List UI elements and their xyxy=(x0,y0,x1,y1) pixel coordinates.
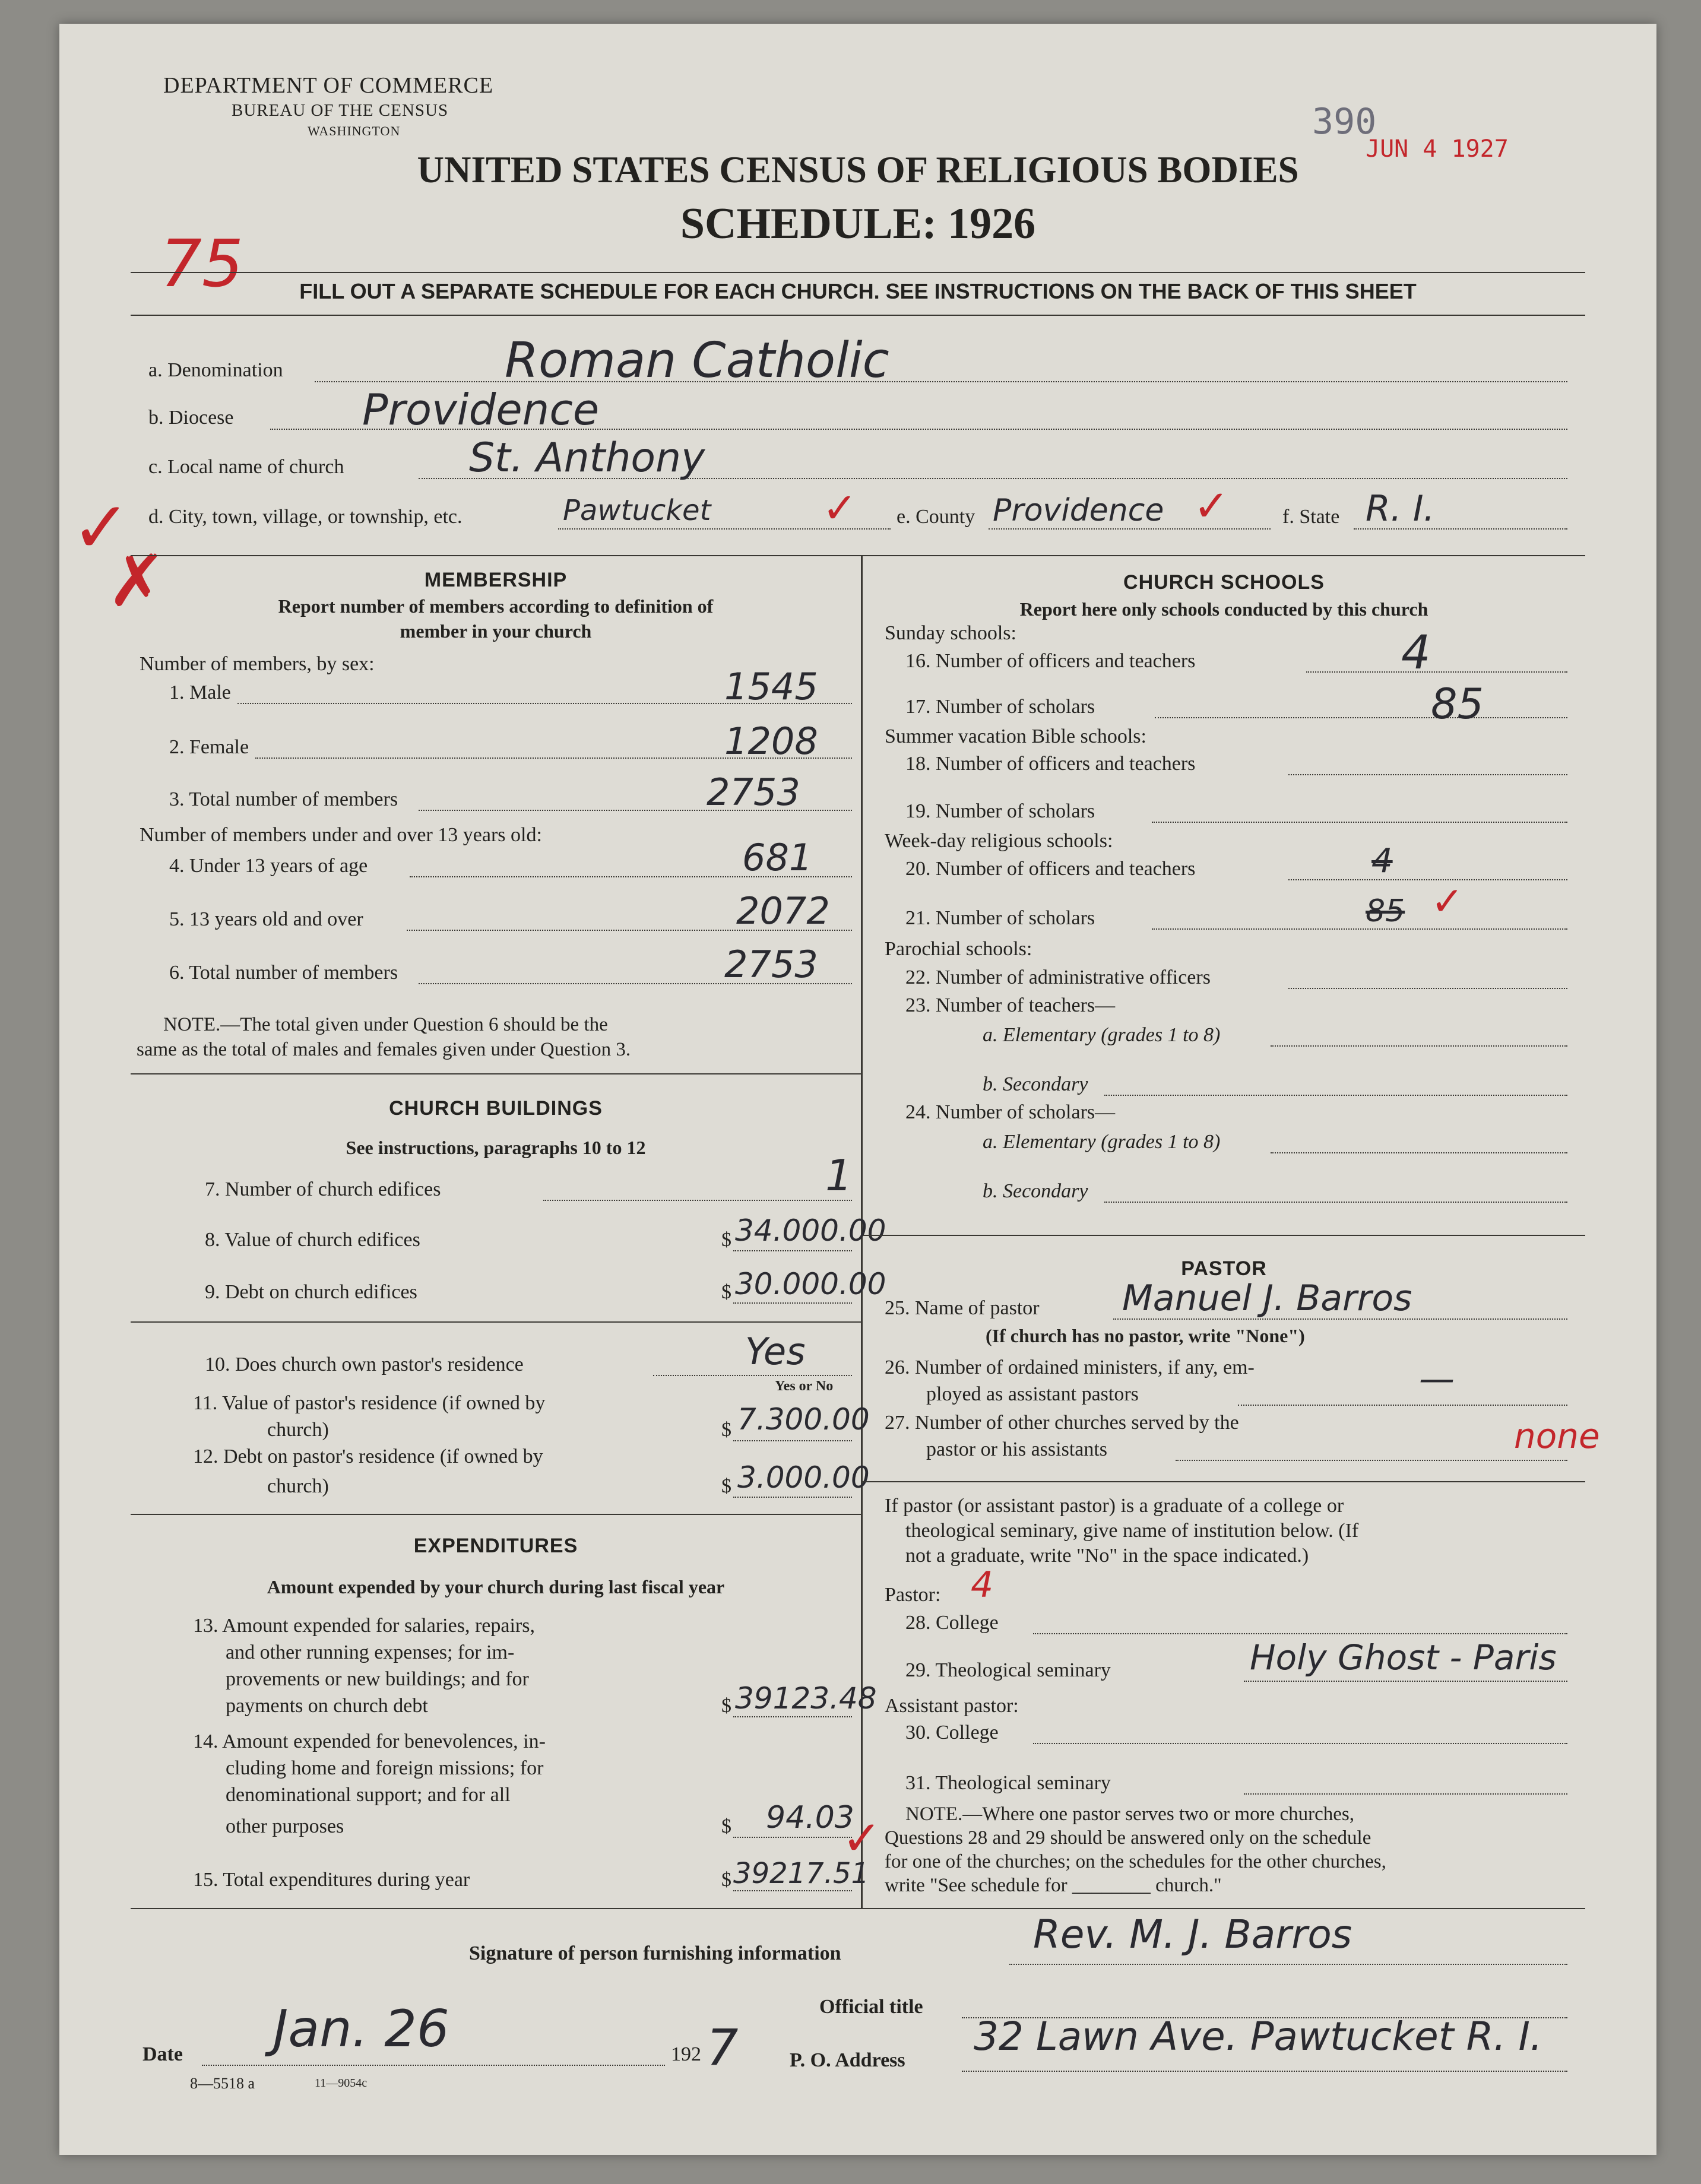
buildings-mid-rule xyxy=(131,1321,861,1323)
expenditures-sub: Amount expended by your church during last fiscal year xyxy=(267,1576,725,1597)
q27-line xyxy=(1176,1460,1567,1461)
q12-dollar: $ xyxy=(721,1475,731,1497)
q24b-line xyxy=(1104,1202,1567,1203)
stamp-date: JUN 4 1927 xyxy=(1366,135,1509,163)
q11-value: 7.300.00 xyxy=(737,1402,870,1437)
local-name-label: c. Local name of church xyxy=(148,456,344,478)
q2-label: 2. Female xyxy=(169,736,249,758)
q13-label-c: provements or new buildings; and for xyxy=(226,1668,529,1690)
q4-value: 681 xyxy=(742,836,813,879)
q9-value: 30.000.00 xyxy=(735,1267,886,1301)
q9-label: 9. Debt on church edifices xyxy=(205,1281,417,1303)
pastor-note-1: NOTE.—Where one pastor serves two or more churches, xyxy=(905,1803,1354,1825)
city-value: Pawtucket xyxy=(563,494,711,527)
q24b-label: b. Secondary xyxy=(983,1180,1088,1202)
instruction-line: FILL OUT A SEPARATE SCHEDULE FOR EACH CHURCH. SEE INSTRUCTIONS ON THE BACK OF THIS SHEET xyxy=(299,279,1417,303)
members-by-sex: Number of members, by sex: xyxy=(140,653,375,675)
q26-label-b: ployed as assistant pastors xyxy=(926,1383,1139,1405)
dept-name: DEPARTMENT OF COMMERCE xyxy=(163,73,494,98)
q19-label: 19. Number of scholars xyxy=(905,800,1095,822)
diocese-value: Providence xyxy=(362,385,600,435)
q26-dash: — xyxy=(1419,1358,1455,1400)
q15-check: ✓ xyxy=(842,1811,882,1866)
q13-label-d: payments on church debt xyxy=(226,1695,428,1717)
bureau-city: WASHINGTON xyxy=(308,123,401,138)
q15-line xyxy=(733,1890,852,1891)
q25-value: Manuel J. Barros xyxy=(1122,1278,1412,1319)
q16-value: 4 xyxy=(1401,626,1431,680)
q14-label-a: 14. Amount expended for benevolences, in- xyxy=(193,1730,546,1752)
q4-label: 4. Under 13 years of age xyxy=(169,855,368,877)
state-label: f. State xyxy=(1282,506,1340,528)
q31-line xyxy=(1244,1793,1567,1795)
pastor-note-3: for one of the churches; on the schedules for the other churches, xyxy=(885,1851,1386,1872)
membership-sub1: Report number of members according to definition of xyxy=(278,595,714,617)
q10-label: 10. Does church own pastor's residence xyxy=(205,1353,524,1375)
pastor-mark: 4 xyxy=(971,1564,994,1606)
graduate-text-3: not a graduate, write "No" in the space indicated.) xyxy=(905,1545,1309,1567)
q26-line xyxy=(1238,1405,1567,1406)
schools-sub: Report here only schools conducted by this church xyxy=(1019,598,1428,620)
q9-line xyxy=(733,1302,852,1304)
q22-label: 22. Number of administrative officers xyxy=(905,966,1211,988)
po-address-label: P. O. Address xyxy=(790,2049,905,2071)
q17-line xyxy=(1155,717,1567,718)
county-check: ✓ xyxy=(1193,481,1230,531)
vacation-schools: Summer vacation Bible schools: xyxy=(885,725,1146,747)
q30-line xyxy=(1033,1743,1567,1744)
pastor-note-2: Questions 28 and 29 should be answered only on the schedule xyxy=(885,1827,1371,1849)
q14-value: 94.03 xyxy=(766,1800,854,1836)
q1-value: 1545 xyxy=(724,665,818,708)
q12-line xyxy=(733,1497,852,1498)
pastor-heading: PASTOR xyxy=(1181,1257,1267,1280)
q11-label-b: church) xyxy=(267,1419,329,1441)
q21-value: 85 xyxy=(1366,893,1405,929)
form-number: 8—5518 a xyxy=(190,2075,255,2092)
po-address-value: 32 Lawn Ave. Pawtucket R. I. xyxy=(974,2014,1542,2059)
city-check: ✓ xyxy=(822,484,857,532)
expenditures-heading: EXPENDITURES xyxy=(413,1535,578,1557)
q20-line xyxy=(1288,879,1567,880)
q7-value: 1 xyxy=(825,1150,853,1200)
q8-value: 34.000.00 xyxy=(735,1213,886,1248)
margin-check-mark: ✓ xyxy=(71,487,131,569)
pastor-note-4: write "See schedule for ________ church." xyxy=(885,1875,1222,1896)
q31-label: 31. Theological seminary xyxy=(905,1772,1111,1794)
q23a-line xyxy=(1271,1045,1567,1047)
q30-label: 30. College xyxy=(905,1722,999,1744)
q8-line xyxy=(733,1250,852,1251)
q17-value: 85 xyxy=(1431,680,1484,728)
membership-note2: same as the total of males and females given under Question 3. xyxy=(137,1039,631,1060)
top-rule xyxy=(131,272,1585,273)
membership-sub2: member in your church xyxy=(400,620,592,642)
q16-label: 16. Number of officers and teachers xyxy=(905,650,1196,672)
q14-label-d: other purposes xyxy=(226,1815,344,1837)
q8-dollar: $ xyxy=(721,1229,731,1251)
q14-line xyxy=(733,1837,852,1838)
q1-label: 1. Male xyxy=(169,681,231,703)
city-label: d. City, town, village, or township, etc. xyxy=(148,506,463,528)
county-value: Providence xyxy=(993,493,1164,528)
q21-check: ✓ xyxy=(1431,879,1464,924)
q15-dollar: $ xyxy=(721,1869,731,1891)
q29-line xyxy=(1244,1681,1567,1682)
q24a-label: a. Elementary (grades 1 to 8) xyxy=(983,1131,1221,1153)
q11-dollar: $ xyxy=(721,1419,731,1441)
year-prefix: 192 xyxy=(671,2043,701,2065)
q13-label-a: 13. Amount expended for salaries, repairs, xyxy=(193,1615,535,1637)
q2-value: 1208 xyxy=(724,719,818,763)
parochial-schools: Parochial schools: xyxy=(885,938,1032,960)
q6-value: 2753 xyxy=(724,943,818,986)
print-number: 11—9054c xyxy=(315,2077,368,2090)
local-name-value: St. Anthony xyxy=(469,435,705,481)
q20-label: 20. Number of officers and teachers xyxy=(905,858,1196,880)
q23b-label: b. Secondary xyxy=(983,1073,1088,1095)
q21-label: 21. Number of scholars xyxy=(905,907,1095,929)
graduate-text-2: theological seminary, give name of institution below. (If xyxy=(905,1520,1359,1542)
q14-label-c: denominational support; and for all xyxy=(226,1784,511,1806)
q23a-label: a. Elementary (grades 1 to 8) xyxy=(983,1024,1221,1046)
graduate-text-1: If pastor (or assistant pastor) is a graduate of a college or xyxy=(885,1495,1344,1517)
sunday-schools: Sunday schools: xyxy=(885,622,1016,644)
date-label: Date xyxy=(142,2043,183,2065)
q9-dollar: $ xyxy=(721,1281,731,1303)
q5-value: 2072 xyxy=(736,889,830,933)
margin-note-75: 75 xyxy=(160,226,243,302)
q27-value: none xyxy=(1514,1416,1600,1456)
q3-label: 3. Total number of members xyxy=(169,788,398,810)
q25-hint: (If church has no pastor, write "None") xyxy=(986,1325,1305,1346)
q10-hint: Yes or No xyxy=(775,1378,834,1394)
q14-dollar: $ xyxy=(721,1815,731,1837)
q20-value: 4 xyxy=(1371,842,1393,880)
q29-label: 29. Theological seminary xyxy=(905,1659,1111,1681)
buildings-rule xyxy=(131,1514,861,1515)
section-rule xyxy=(131,555,1585,556)
q21-line xyxy=(1152,928,1567,930)
q25-label: 25. Name of pastor xyxy=(885,1297,1040,1319)
q22-line xyxy=(1288,988,1567,989)
buildings-sub: See instructions, paragraphs 10 to 12 xyxy=(346,1137,646,1158)
q27-label-b: pastor or his assistants xyxy=(926,1438,1108,1460)
denomination-line xyxy=(315,381,1567,382)
po-address-line xyxy=(962,2071,1567,2072)
form-title: UNITED STATES CENSUS OF RELIGIOUS BODIES xyxy=(417,149,1299,191)
official-title-label: Official title xyxy=(819,1996,923,2018)
q3-value: 2753 xyxy=(707,771,800,814)
stamp-number: 390 xyxy=(1312,101,1377,142)
state-value: R. I. xyxy=(1366,488,1435,530)
q10-value: Yes xyxy=(745,1330,806,1373)
q11-line xyxy=(733,1440,852,1441)
schools-rule xyxy=(863,1235,1585,1236)
schools-heading: CHURCH SCHOOLS xyxy=(1123,571,1325,594)
q23-label: 23. Number of teachers— xyxy=(905,994,1116,1016)
q13-dollar: $ xyxy=(721,1695,731,1717)
bottom-rule xyxy=(131,1908,1585,1909)
q15-value: 39217.51 xyxy=(733,1857,870,1890)
denomination-label: a. Denomination xyxy=(148,359,283,381)
q29-value: Holy Ghost - Paris xyxy=(1250,1637,1557,1678)
q11-label-a: 11. Value of pastor's residence (if owned by xyxy=(193,1392,546,1414)
membership-rule xyxy=(131,1073,861,1074)
q7-label: 7. Number of church edifices xyxy=(205,1178,441,1200)
county-label: e. County xyxy=(897,506,975,528)
date-value: Jan. 26 xyxy=(273,1999,449,2059)
q14-label-b: cluding home and foreign missions; for xyxy=(226,1757,544,1779)
q10-line xyxy=(653,1375,852,1376)
q12-label-b: church) xyxy=(267,1475,329,1497)
q15-label: 15. Total expenditures during year xyxy=(193,1869,470,1891)
q18-line xyxy=(1288,774,1567,775)
q17-label: 17. Number of scholars xyxy=(905,696,1095,718)
signature-value: Rev. M. J. Barros xyxy=(1033,1912,1352,1957)
q27-label-a: 27. Number of other churches served by the xyxy=(885,1412,1239,1434)
q26-label-a: 26. Number of ordained ministers, if any, em- xyxy=(885,1356,1255,1378)
margin-x-mark: ✗ xyxy=(107,540,167,623)
census-schedule-sheet xyxy=(59,24,1656,2155)
date-line xyxy=(202,2065,665,2066)
q7-line xyxy=(543,1200,852,1201)
q5-label: 5. 13 years old and over xyxy=(169,908,363,930)
form-subtitle: SCHEDULE: 1926 xyxy=(680,199,1036,248)
q23b-line xyxy=(1104,1095,1567,1096)
q12-label-a: 12. Debt on pastor's residence (if owned by xyxy=(193,1446,543,1467)
q8-label: 8. Value of church edifices xyxy=(205,1229,420,1251)
instruction-rule xyxy=(131,315,1585,316)
q24a-line xyxy=(1271,1152,1567,1153)
q6-label: 6. Total number of members xyxy=(169,962,398,984)
q24-label: 24. Number of scholars— xyxy=(905,1101,1116,1123)
diocese-label: b. Diocese xyxy=(148,407,234,429)
pastor-mid-rule xyxy=(863,1481,1585,1482)
weekday-schools: Week-day religious schools: xyxy=(885,830,1113,852)
q28-line xyxy=(1033,1633,1567,1634)
q18-label: 18. Number of officers and teachers xyxy=(905,753,1196,775)
membership-note1: NOTE.—The total given under Question 6 should be the xyxy=(163,1014,608,1035)
members-by-age: Number of members under and over 13 years old: xyxy=(140,824,542,846)
q12-value: 3.000.00 xyxy=(737,1460,870,1495)
q16-line xyxy=(1306,671,1567,673)
assistant-pastor-label: Assistant pastor: xyxy=(885,1695,1019,1717)
pastor-label: Pastor: xyxy=(885,1584,941,1606)
membership-heading: MEMBERSHIP xyxy=(424,569,568,591)
q13-value: 39123.48 xyxy=(735,1681,877,1716)
signature-label: Signature of person furnishing information xyxy=(469,1942,841,1964)
buildings-heading: CHURCH BUILDINGS xyxy=(389,1097,603,1120)
q13-line xyxy=(733,1716,852,1717)
signature-line xyxy=(1009,1964,1567,1965)
q13-label-b: and other running expenses; for im- xyxy=(226,1641,515,1663)
bureau-name: BUREAU OF THE CENSUS xyxy=(232,101,449,120)
q19-line xyxy=(1152,822,1567,823)
year-value: 7 xyxy=(707,2018,739,2077)
denomination-value: Roman Catholic xyxy=(505,332,889,389)
q28-label: 28. College xyxy=(905,1612,999,1634)
